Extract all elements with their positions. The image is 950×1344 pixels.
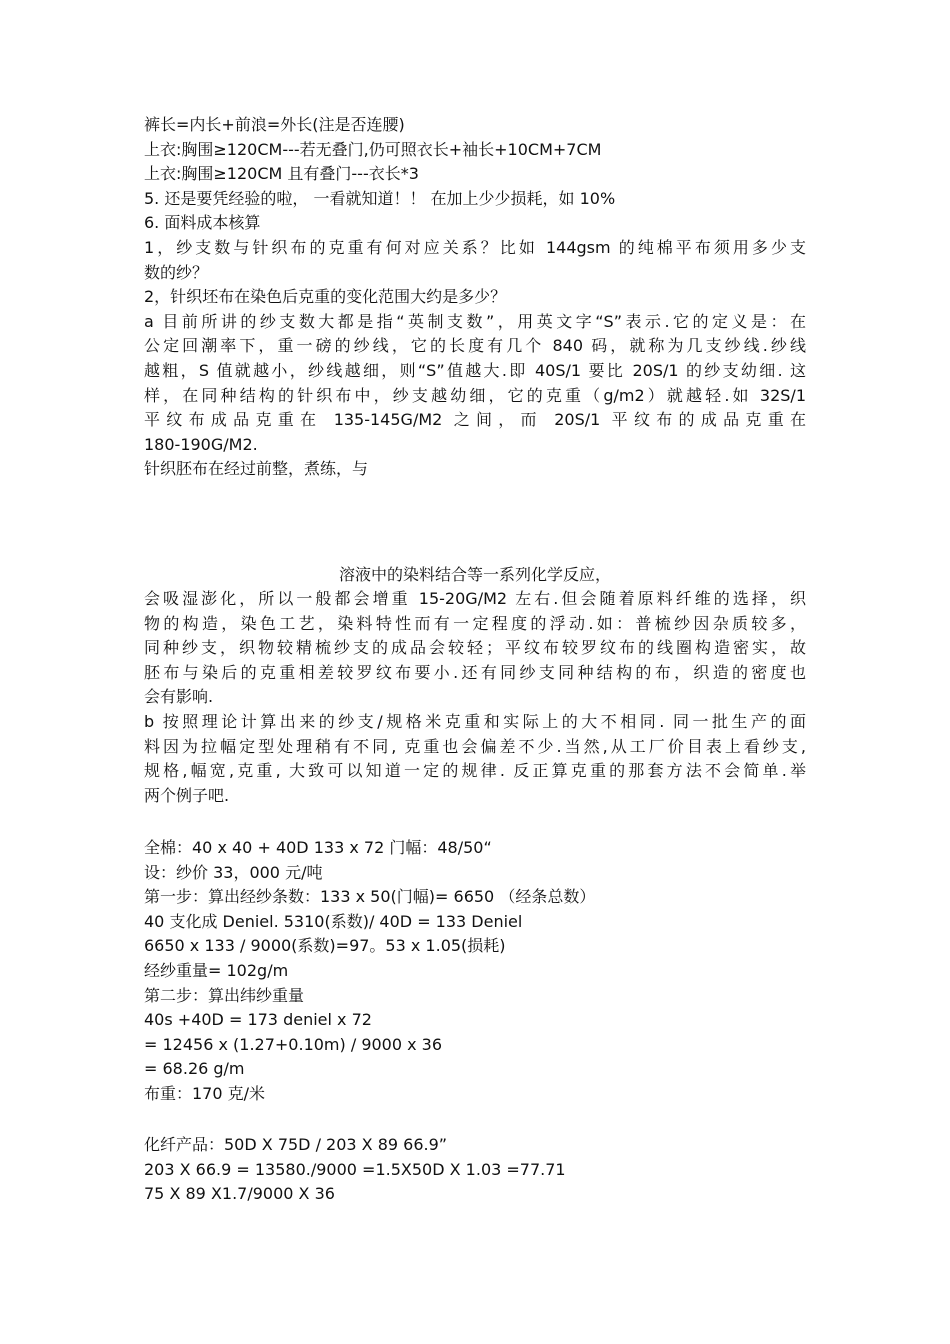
text-line: = 12456 x (1.27+0.10m) / 9000 x 36 [144, 1034, 443, 1054]
text-line: 第一步：算出经纱条数：133 x 50(门幅)= 6650 （经条总数） [144, 887, 596, 907]
text-line: 平纹布成品克重在 135-145G/M2 之间，而 20S/1 平纹布的成品克重在 [144, 410, 806, 430]
text-line: 180-190G/M2. [144, 434, 258, 454]
text-line: 5. 还是要凭经验的啦， 一看就知道！！ 在加上少少损耗，如 10% [144, 188, 616, 208]
text-line: 样，在同种结构的针织布中，纱支越幼细，它的克重（g/m2）就越轻.如 32S/1 [144, 385, 806, 405]
text-line: 2，针织坯布在染色后克重的变化范围大约是多少？ [144, 287, 507, 307]
text-line: 布重：170 克/米 [144, 1083, 266, 1103]
text-line: a 目前所讲的纱支数大都是指“英制支数”，用英文字“S”表示.它的定义是：在 [144, 311, 806, 331]
text-line: 裤长=内长+前浪=外长(注是否连腰) [144, 115, 405, 134]
text-line: 75 X 89 X1.7/9000 X 36 [144, 1184, 335, 1204]
text-line: 两个例子吧. [144, 785, 230, 805]
text-line: 同种纱支，织物较精梳纱支的成品会较轻；平纹布较罗纹布的线圈构造密实，故 [144, 638, 806, 658]
text-line: 化纤产品：50D X 75D / 203 X 89 66.9” [144, 1135, 448, 1154]
text-line: 6650 x 133 / 9000(系数)=97。53 x 1.05(损耗) [144, 936, 506, 956]
text-line: = 68.26 g/m [144, 1059, 245, 1079]
text-line: 设：纱价 33，000 元/吨 [144, 862, 323, 882]
text-block-1 [144, 113, 806, 482]
text-line: 公定回潮率下，重一磅的纱线，它的长度有几个 840 码，就称为几支纱线.纱线 [144, 336, 806, 356]
text-line: 经纱重量= 102g/m [144, 960, 289, 980]
text-line: 会有影响. [144, 687, 214, 707]
text-line: 全棉：40 x 40 + 40D 133 x 72 门幅：48/50“ [144, 838, 492, 857]
text-line: 料因为拉幅定型处理稍有不同, 克重也会偏差不少.当然,从工厂价目表上看纱支, [144, 736, 806, 756]
text-line: 40s +40D = 173 deniel x 72 [144, 1010, 372, 1030]
text-line: 数的纱？ [144, 262, 209, 282]
calculation-example-cotton [144, 836, 806, 1107]
text-line: 203 X 66.9 = 13580./9000 =1.5X50D X 1.03 =77.71 [144, 1159, 566, 1179]
centered-text-line: 溶液中的染料结合等一系列化学反应， [338, 565, 611, 584]
text-line: 越粗，S 值就越小，纱线越细，则“S”值越大.即 40S/1 要比 20S/1 的纱支幼细. 这 [144, 360, 806, 380]
text-line: 物的构造，染色工艺，染料特性而有一定程度的浮动.如：普梳纱因杂质较多， [144, 613, 806, 633]
calculation-example-synthetic [144, 1133, 806, 1207]
text-line: 规格,幅宽,克重, 大致可以知道一定的规律. 反正算克重的那套方法不会简单.举 [144, 761, 806, 781]
text-line: 会吸湿澎化，所以一般都会增重 15-20G/M2 左右.但会随着原料纤维的选择，织 [144, 589, 806, 608]
text-line: 6. 面料成本核算 [144, 213, 261, 233]
text-line: 针织胚布在经过前整，煮练，与 [144, 459, 369, 479]
text-line: 上衣:胸围≥120CM 且有叠门---衣长*3 [144, 164, 419, 184]
text-line: 上衣:胸围≥120CM---若无叠门,仍可照衣长+袖长+10CM+7CM [144, 139, 602, 159]
text-line: 胚布与染后的克重相差较罗纹布要小.还有同纱支同种结构的布，织造的密度也 [144, 662, 806, 682]
text-line: b 按照理论计算出来的纱支/规格米克重和实际上的大不相同. 同一批生产的面 [144, 711, 806, 731]
text-line: 第二步：算出纬纱重量 [144, 985, 305, 1005]
text-block-2 [144, 587, 806, 808]
text-line: 40 支化成 Deniel. 5310(系数)/ 40D = 133 Deniel [144, 911, 523, 931]
text-line: 1，纱支数与针织布的克重有何对应关系？比如 144gsm 的纯棉平布须用多少支 [144, 237, 806, 257]
